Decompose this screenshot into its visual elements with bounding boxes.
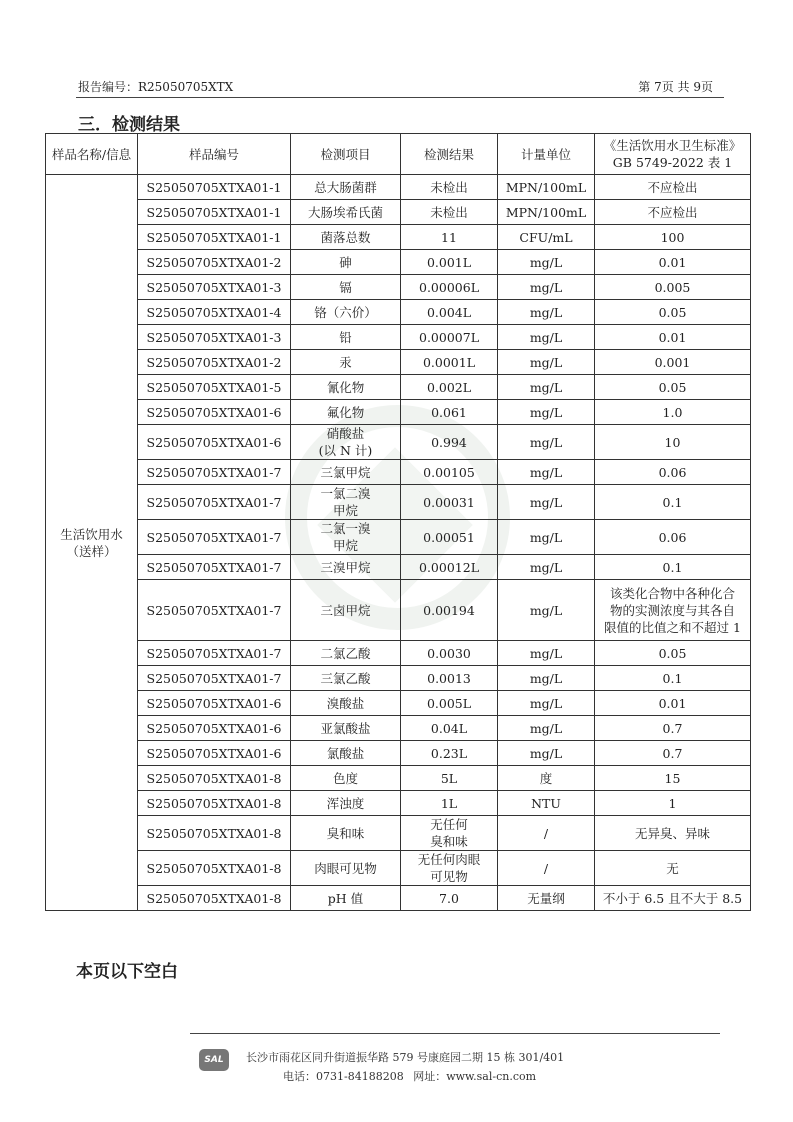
item-cell: 臭和味 bbox=[291, 816, 401, 851]
table-row bbox=[46, 225, 751, 250]
sample-no-cell: S25050705XTXA01-4 bbox=[138, 300, 291, 325]
sample-no-cell: S25050705XTXA01-7 bbox=[138, 580, 291, 641]
result-cell: 0.061 bbox=[401, 400, 498, 425]
item-cell: 三溴甲烷 bbox=[291, 555, 401, 580]
sample-no-cell: S25050705XTXA01-6 bbox=[138, 425, 291, 460]
unit-cell: mg/L bbox=[498, 350, 595, 375]
result-cell: 0.0030 bbox=[401, 641, 498, 666]
blank-page-note: 本页以下空白 bbox=[76, 962, 178, 982]
item-cell: 总大肠菌群 bbox=[291, 175, 401, 200]
sample-no-cell: S25050705XTXA01-8 bbox=[138, 886, 291, 911]
sample-no-cell: S25050705XTXA01-2 bbox=[138, 350, 291, 375]
limit-cell: 0.05 bbox=[595, 300, 751, 325]
unit-cell: mg/L bbox=[498, 460, 595, 485]
limit-cell: 0.06 bbox=[595, 520, 751, 555]
table-row bbox=[46, 325, 751, 350]
table-row bbox=[46, 175, 751, 200]
sample-no-cell: S25050705XTXA01-6 bbox=[138, 400, 291, 425]
unit-cell: mg/L bbox=[498, 580, 595, 641]
result-cell: 0.004L bbox=[401, 300, 498, 325]
unit-cell: mg/L bbox=[498, 555, 595, 580]
sample-no-cell: S25050705XTXA01-1 bbox=[138, 200, 291, 225]
table-row bbox=[46, 460, 751, 485]
result-cell-line: 可见物 bbox=[430, 869, 468, 884]
limit-cell: 0.001 bbox=[595, 350, 751, 375]
unit-cell: mg/L bbox=[498, 520, 595, 555]
result-cell: 0.0013 bbox=[401, 666, 498, 691]
item-cell bbox=[291, 520, 401, 555]
item-cell: 铬（六价） bbox=[291, 300, 401, 325]
item-cell: 色度 bbox=[291, 766, 401, 791]
sample-no-cell: S25050705XTXA01-7 bbox=[138, 520, 291, 555]
item-cell-line: 甲烷 bbox=[332, 538, 358, 553]
limit-cell: 0.005 bbox=[595, 275, 751, 300]
sample-no-cell: S25050705XTXA01-1 bbox=[138, 225, 291, 250]
item-cell bbox=[291, 425, 401, 460]
unit-cell: / bbox=[498, 816, 595, 851]
result-cell bbox=[401, 851, 498, 886]
item-cell: 三氯乙酸 bbox=[291, 666, 401, 691]
sample-no-cell: S25050705XTXA01-8 bbox=[138, 816, 291, 851]
unit-cell: mg/L bbox=[498, 375, 595, 400]
table-row bbox=[46, 520, 751, 555]
header-divider bbox=[76, 97, 724, 98]
table-row bbox=[46, 741, 751, 766]
item-cell: 镉 bbox=[291, 275, 401, 300]
table-row bbox=[46, 886, 751, 911]
item-cell: 砷 bbox=[291, 250, 401, 275]
limit-cell: 0.7 bbox=[595, 716, 751, 741]
table-row bbox=[46, 580, 751, 641]
sample-no-cell: S25050705XTXA01-6 bbox=[138, 716, 291, 741]
limit-cell-line: 限值的比值之和不超过 1 bbox=[604, 619, 741, 635]
limit-cell: 100 bbox=[595, 225, 751, 250]
sample-no-cell: S25050705XTXA01-7 bbox=[138, 555, 291, 580]
limit-cell: 0.7 bbox=[595, 741, 751, 766]
col-header-item: 检测项目 bbox=[291, 134, 401, 175]
unit-cell: mg/L bbox=[498, 691, 595, 716]
item-cell: 二氯乙酸 bbox=[291, 641, 401, 666]
sample-name: 生活饮用水 bbox=[60, 526, 123, 542]
limit-cell: 1 bbox=[595, 791, 751, 816]
unit-cell: mg/L bbox=[498, 250, 595, 275]
limit-cell: 10 bbox=[595, 425, 751, 460]
sample-no-cell: S25050705XTXA01-7 bbox=[138, 666, 291, 691]
result-cell: 0.00194 bbox=[401, 580, 498, 641]
item-cell: 三氯甲烷 bbox=[291, 460, 401, 485]
item-cell-line: 一氯二溴 bbox=[320, 486, 371, 501]
standard-code: GB 5749-2022 表 1 bbox=[612, 155, 733, 170]
table-row bbox=[46, 375, 751, 400]
table-row bbox=[46, 641, 751, 666]
table-row bbox=[46, 485, 751, 520]
sample-name-cell bbox=[46, 175, 138, 911]
item-cell: 氰化物 bbox=[291, 375, 401, 400]
limit-cell: 15 bbox=[595, 766, 751, 791]
result-cell: 7.0 bbox=[401, 886, 498, 911]
unit-cell: mg/L bbox=[498, 425, 595, 460]
result-cell: 0.23L bbox=[401, 741, 498, 766]
result-cell: 0.00012L bbox=[401, 555, 498, 580]
result-cell: 0.00105 bbox=[401, 460, 498, 485]
limit-cell: 无异臭、异味 bbox=[595, 816, 751, 851]
item-cell: 大肠埃希氏菌 bbox=[291, 200, 401, 225]
item-cell: 氟化物 bbox=[291, 400, 401, 425]
item-cell: 溴酸盐 bbox=[291, 691, 401, 716]
unit-cell: MPN/100mL bbox=[498, 200, 595, 225]
item-cell: 铅 bbox=[291, 325, 401, 350]
item-cell: 肉眼可见物 bbox=[291, 851, 401, 886]
unit-cell: mg/L bbox=[498, 485, 595, 520]
sample-no-cell: S25050705XTXA01-3 bbox=[138, 275, 291, 300]
col-header-standard bbox=[595, 134, 751, 175]
result-cell: 0.002L bbox=[401, 375, 498, 400]
table-row bbox=[46, 791, 751, 816]
sample-type: （送样） bbox=[66, 543, 117, 559]
limit-cell bbox=[595, 580, 751, 641]
sample-no-cell: S25050705XTXA01-8 bbox=[138, 851, 291, 886]
table-row bbox=[46, 716, 751, 741]
item-cell: pH 值 bbox=[291, 886, 401, 911]
table-row bbox=[46, 200, 751, 225]
table-row bbox=[46, 851, 751, 886]
sample-no-cell: S25050705XTXA01-6 bbox=[138, 741, 291, 766]
unit-cell: / bbox=[498, 851, 595, 886]
sample-no-cell: S25050705XTXA01-2 bbox=[138, 250, 291, 275]
table-row bbox=[46, 275, 751, 300]
result-cell-line: 臭和味 bbox=[430, 834, 468, 849]
item-cell: 氯酸盐 bbox=[291, 741, 401, 766]
result-cell: 未检出 bbox=[401, 175, 498, 200]
col-header-result: 检测结果 bbox=[401, 134, 498, 175]
item-cell: 亚氯酸盐 bbox=[291, 716, 401, 741]
result-cell: 0.00006L bbox=[401, 275, 498, 300]
table-row bbox=[46, 691, 751, 716]
sample-no-cell: S25050705XTXA01-5 bbox=[138, 375, 291, 400]
col-header-sample-name: 样品名称/信息 bbox=[46, 134, 138, 175]
table-header-row bbox=[46, 134, 751, 175]
unit-cell: mg/L bbox=[498, 300, 595, 325]
unit-cell: NTU bbox=[498, 791, 595, 816]
limit-cell: 不应检出 bbox=[595, 200, 751, 225]
unit-cell: CFU/mL bbox=[498, 225, 595, 250]
limit-cell: 无 bbox=[595, 851, 751, 886]
unit-cell: mg/L bbox=[498, 275, 595, 300]
unit-cell: mg/L bbox=[498, 400, 595, 425]
unit-cell: MPN/100mL bbox=[498, 175, 595, 200]
item-cell bbox=[291, 485, 401, 520]
table-row bbox=[46, 555, 751, 580]
table-row bbox=[46, 425, 751, 460]
col-header-unit: 计量单位 bbox=[498, 134, 595, 175]
item-cell-line: 二氯一溴 bbox=[320, 521, 371, 536]
sample-no-cell: S25050705XTXA01-7 bbox=[138, 641, 291, 666]
item-cell: 浑浊度 bbox=[291, 791, 401, 816]
limit-cell: 0.01 bbox=[595, 691, 751, 716]
result-cell: 0.001L bbox=[401, 250, 498, 275]
sample-no-cell: S25050705XTXA01-7 bbox=[138, 460, 291, 485]
result-cell: 1L bbox=[401, 791, 498, 816]
standard-title: 《生活饮用水卫生标准》 bbox=[603, 138, 742, 153]
result-cell: 0.00031 bbox=[401, 485, 498, 520]
unit-cell: 度 bbox=[498, 766, 595, 791]
limit-cell: 不应检出 bbox=[595, 175, 751, 200]
item-cell-line: (以 N 计) bbox=[318, 443, 373, 458]
sample-no-cell: S25050705XTXA01-8 bbox=[138, 791, 291, 816]
col-header-sample-no: 样品编号 bbox=[138, 134, 291, 175]
sample-no-cell: S25050705XTXA01-7 bbox=[138, 485, 291, 520]
unit-cell: mg/L bbox=[498, 641, 595, 666]
item-cell-line: 甲烷 bbox=[332, 503, 358, 518]
results-table bbox=[45, 133, 751, 911]
contact-info bbox=[283, 1068, 542, 1084]
result-cell: 0.00007L bbox=[401, 325, 498, 350]
limit-cell-line: 物的实测浓度与其各自 bbox=[609, 602, 735, 618]
phone-number: 电话：0731-84188208 bbox=[283, 1070, 404, 1083]
result-cell: 0.005L bbox=[401, 691, 498, 716]
result-cell: 未检出 bbox=[401, 200, 498, 225]
limit-cell: 不小于 6.5 且不大于 8.5 bbox=[595, 886, 751, 911]
company-logo: SAL bbox=[199, 1049, 229, 1071]
result-cell bbox=[401, 816, 498, 851]
limit-cell: 0.05 bbox=[595, 641, 751, 666]
unit-cell: mg/L bbox=[498, 325, 595, 350]
table-row bbox=[46, 350, 751, 375]
limit-cell: 0.01 bbox=[595, 325, 751, 350]
item-cell: 汞 bbox=[291, 350, 401, 375]
sample-no-cell: S25050705XTXA01-3 bbox=[138, 325, 291, 350]
report-number: 报告编号：R25050705XTX bbox=[78, 80, 234, 94]
sample-no-cell: S25050705XTXA01-1 bbox=[138, 175, 291, 200]
unit-cell: mg/L bbox=[498, 666, 595, 691]
limit-cell: 0.01 bbox=[595, 250, 751, 275]
item-cell: 三卤甲烷 bbox=[291, 580, 401, 641]
table-row bbox=[46, 666, 751, 691]
result-cell: 0.994 bbox=[401, 425, 498, 460]
unit-cell: 无量纲 bbox=[498, 886, 595, 911]
limit-cell: 0.1 bbox=[595, 666, 751, 691]
limit-cell: 0.1 bbox=[595, 485, 751, 520]
result-cell: 0.00051 bbox=[401, 520, 498, 555]
section-title: 三．检测结果 bbox=[78, 115, 180, 135]
result-cell-line: 无任何 bbox=[430, 817, 468, 832]
table-row bbox=[46, 766, 751, 791]
unit-cell: mg/L bbox=[498, 741, 595, 766]
result-cell-line: 无任何肉眼 bbox=[417, 852, 481, 867]
sample-no-cell: S25050705XTXA01-8 bbox=[138, 766, 291, 791]
unit-cell: mg/L bbox=[498, 716, 595, 741]
limit-cell: 0.05 bbox=[595, 375, 751, 400]
result-cell: 0.0001L bbox=[401, 350, 498, 375]
table-row bbox=[46, 250, 751, 275]
item-cell-line: 硝酸盐 bbox=[326, 426, 365, 441]
result-cell: 5L bbox=[401, 766, 498, 791]
company-address: 长沙市雨花区同升街道振华路 579 号康庭园二期 15 栋 301/401 bbox=[246, 1051, 565, 1064]
website: 网址：www.sal-cn.com bbox=[413, 1070, 537, 1083]
limit-cell: 0.06 bbox=[595, 460, 751, 485]
page-indicator: 第 7页 共 9页 bbox=[638, 80, 713, 94]
sample-no-cell: S25050705XTXA01-6 bbox=[138, 691, 291, 716]
limit-cell: 1.0 bbox=[595, 400, 751, 425]
item-cell: 菌落总数 bbox=[291, 225, 401, 250]
result-cell: 11 bbox=[401, 225, 498, 250]
table-row bbox=[46, 816, 751, 851]
result-cell: 0.04L bbox=[401, 716, 498, 741]
table-row bbox=[46, 300, 751, 325]
table-row bbox=[46, 400, 751, 425]
footer-divider bbox=[190, 1033, 720, 1034]
limit-cell: 0.1 bbox=[595, 555, 751, 580]
limit-cell-line: 该类化合物中各种化合 bbox=[609, 585, 735, 601]
